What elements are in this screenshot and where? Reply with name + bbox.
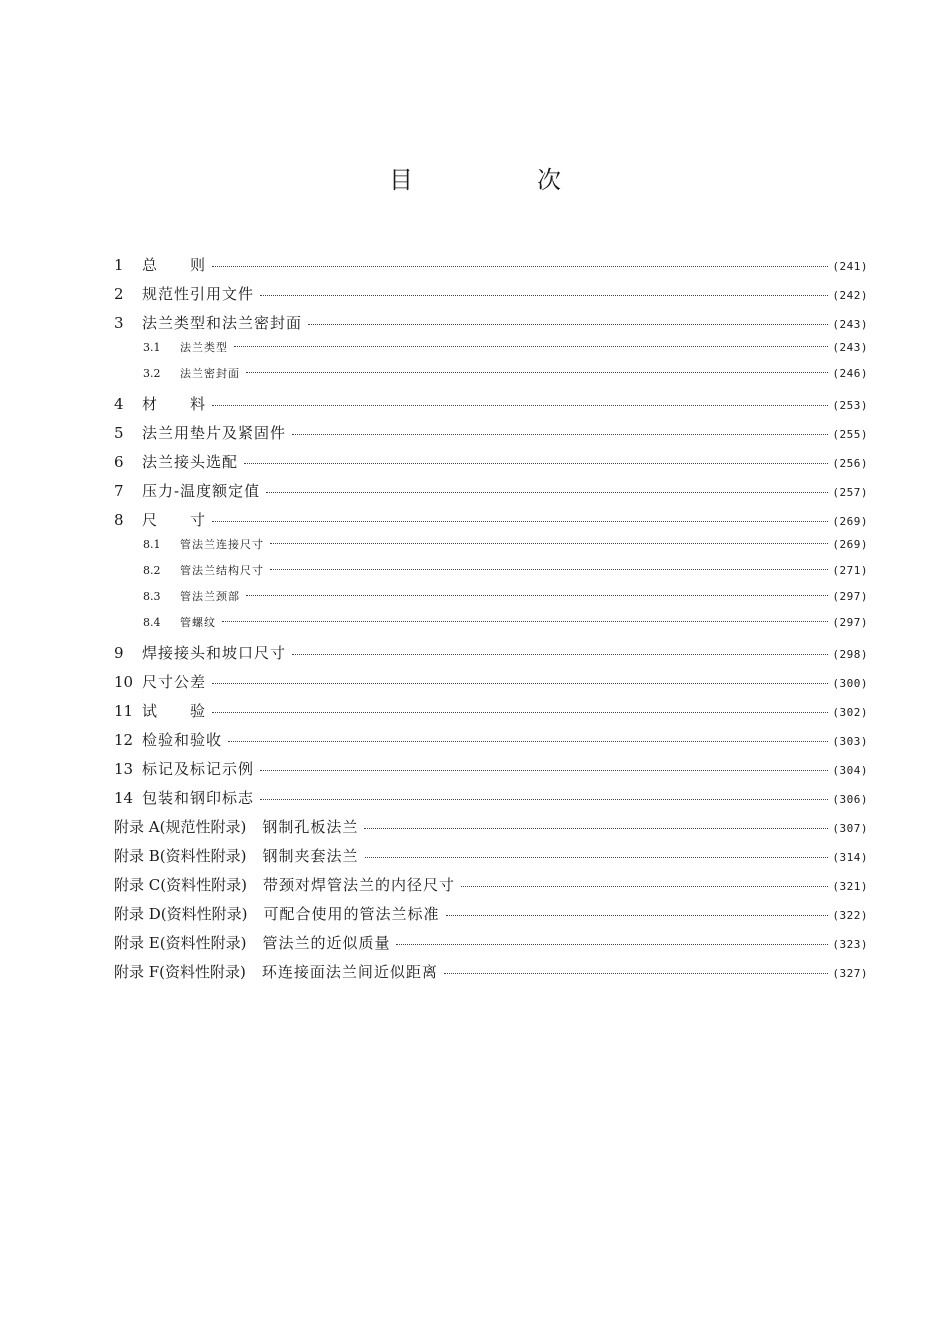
toc-entry-label: 尺 寸 bbox=[142, 511, 207, 529]
toc-entry[interactable] bbox=[114, 642, 868, 663]
toc-entry[interactable] bbox=[114, 845, 868, 866]
toc-entry-number: 附录 A(规范性附录) bbox=[114, 818, 247, 836]
toc-entry-number: 3 bbox=[114, 314, 124, 332]
toc-entry-label: 管法兰颈部 bbox=[180, 590, 240, 603]
toc-entry-label: 包装和钢印标志 bbox=[142, 789, 255, 807]
toc-entry-page: (302) bbox=[832, 706, 868, 719]
dot-leader bbox=[260, 798, 828, 800]
toc-entry-label: 可配合使用的管法兰标准 bbox=[263, 905, 440, 923]
toc-entry-number: 5 bbox=[114, 424, 124, 442]
toc-entry-page: (304) bbox=[832, 764, 868, 777]
toc-entry-page: (269) bbox=[832, 538, 868, 551]
toc-entry-label: 标记及标记示例 bbox=[142, 760, 255, 778]
toc-entry-number: 8.1 bbox=[143, 538, 161, 551]
dot-leader bbox=[212, 265, 828, 267]
dot-leader bbox=[266, 491, 828, 493]
toc-entry-label: 管法兰连接尺寸 bbox=[180, 538, 264, 551]
toc-entry-number: 10 bbox=[114, 673, 134, 691]
toc-entry-label: 钢制夹套法兰 bbox=[262, 847, 359, 865]
dot-leader bbox=[461, 885, 828, 887]
toc-entry-label: 压力-温度额定值 bbox=[142, 482, 261, 500]
toc-entry-label: 管法兰的近似质量 bbox=[262, 934, 391, 952]
toc-entry-page: (256) bbox=[832, 457, 868, 470]
toc-entry-number: 8.2 bbox=[143, 564, 161, 577]
dot-leader bbox=[212, 711, 828, 713]
toc-entry-number: 8.3 bbox=[143, 590, 161, 603]
toc-entry-number: 4 bbox=[114, 395, 124, 413]
toc-entry[interactable] bbox=[114, 365, 868, 381]
toc-entry[interactable] bbox=[114, 339, 868, 355]
dot-leader bbox=[270, 568, 828, 570]
toc-entry-number: 14 bbox=[114, 789, 134, 807]
dot-leader bbox=[292, 653, 828, 655]
toc-entry-number: 11 bbox=[114, 702, 134, 720]
toc-entry[interactable] bbox=[114, 562, 868, 578]
toc-entry-page: (255) bbox=[832, 428, 868, 441]
toc-entry-page: (241) bbox=[832, 260, 868, 273]
toc-entry-number: 3.1 bbox=[143, 341, 161, 354]
dot-leader bbox=[292, 433, 828, 435]
toc-entry-page: (269) bbox=[832, 515, 868, 528]
toc-entry-label: 法兰类型 bbox=[180, 341, 228, 354]
toc-entry[interactable] bbox=[114, 588, 868, 604]
toc-entry-page: (271) bbox=[832, 564, 868, 577]
toc-entry-number: 附录 F(资料性附录) bbox=[114, 963, 246, 981]
toc-entry[interactable] bbox=[114, 614, 868, 630]
toc-entry-label: 焊接接头和坡口尺寸 bbox=[142, 644, 287, 662]
dot-leader bbox=[270, 542, 828, 544]
toc-entry-number: 附录 E(资料性附录) bbox=[114, 934, 247, 952]
dot-leader bbox=[212, 520, 828, 522]
toc-entry-page: (307) bbox=[832, 822, 868, 835]
toc-entry-label: 法兰接头选配 bbox=[142, 453, 239, 471]
toc-entry-label: 尺寸公差 bbox=[142, 673, 207, 691]
toc-entry-page: (298) bbox=[832, 648, 868, 661]
toc-entry[interactable] bbox=[114, 932, 868, 953]
toc-entry-number: 9 bbox=[114, 644, 124, 662]
toc-entry-page: (257) bbox=[832, 486, 868, 499]
toc-entry-number: 8.4 bbox=[143, 616, 161, 629]
toc-entry-number: 6 bbox=[114, 453, 124, 471]
toc-entry-label: 管法兰结构尺寸 bbox=[180, 564, 264, 577]
dot-leader bbox=[244, 462, 828, 464]
toc-entry-number: 附录 B(资料性附录) bbox=[114, 847, 247, 865]
toc-title: 目 次 bbox=[389, 166, 611, 194]
toc-entry[interactable] bbox=[114, 903, 868, 924]
toc-entry-label: 法兰用垫片及紧固件 bbox=[142, 424, 287, 442]
toc-entry-page: (327) bbox=[832, 967, 868, 980]
dot-leader bbox=[308, 323, 828, 325]
dot-leader bbox=[446, 914, 829, 916]
toc-entry-label: 规范性引用文件 bbox=[142, 285, 255, 303]
toc-entry-page: (253) bbox=[832, 399, 868, 412]
toc-entry-label: 钢制孔板法兰 bbox=[262, 818, 359, 836]
toc-entry-number: 12 bbox=[114, 731, 134, 749]
dot-leader bbox=[444, 972, 828, 974]
toc-entry[interactable] bbox=[114, 480, 868, 501]
toc-entry[interactable] bbox=[114, 283, 868, 304]
toc-entry[interactable] bbox=[114, 758, 868, 779]
toc-entry[interactable] bbox=[114, 312, 868, 333]
toc-entry[interactable] bbox=[114, 729, 868, 750]
dot-leader bbox=[246, 371, 828, 373]
dot-leader bbox=[396, 943, 828, 945]
toc-entry-number: 1 bbox=[114, 256, 124, 274]
toc-entry-number: 附录 C(资料性附录) bbox=[114, 876, 247, 894]
toc-entry-number: 附录 D(资料性附录) bbox=[114, 905, 248, 923]
toc-entry-number: 2 bbox=[114, 285, 124, 303]
toc-entry-page: (323) bbox=[832, 938, 868, 951]
toc-entry-page: (314) bbox=[832, 851, 868, 864]
toc-entry[interactable] bbox=[114, 254, 868, 275]
toc-entry-number: 13 bbox=[114, 760, 134, 778]
toc-entry-label: 管螺纹 bbox=[180, 616, 216, 629]
dot-leader bbox=[365, 856, 829, 858]
toc-entry-label: 环连接面法兰间近似距离 bbox=[261, 963, 438, 981]
toc-entry-label: 检验和验收 bbox=[142, 731, 223, 749]
toc-entry-page: (297) bbox=[832, 616, 868, 629]
toc-entry-label: 试 验 bbox=[142, 702, 207, 720]
toc-entry[interactable] bbox=[114, 451, 868, 472]
dot-leader bbox=[260, 294, 828, 296]
dot-leader bbox=[228, 740, 828, 742]
dot-leader bbox=[364, 827, 828, 829]
toc-entry-label: 法兰类型和法兰密封面 bbox=[142, 314, 303, 332]
toc-entry-page: (322) bbox=[832, 909, 868, 922]
toc-entry-label: 总 则 bbox=[142, 256, 207, 274]
dot-leader bbox=[222, 620, 828, 622]
toc-entry[interactable] bbox=[114, 816, 868, 837]
toc-entry-page: (297) bbox=[832, 590, 868, 603]
toc-entry-label: 法兰密封面 bbox=[180, 367, 240, 380]
toc-entry-page: (243) bbox=[832, 341, 868, 354]
toc-entry-page: (306) bbox=[832, 793, 868, 806]
toc-entry-label: 材 料 bbox=[142, 395, 207, 413]
dot-leader bbox=[246, 594, 828, 596]
toc-entry[interactable] bbox=[114, 700, 868, 721]
toc-entry-page: (243) bbox=[832, 318, 868, 331]
toc-entry[interactable] bbox=[114, 961, 868, 982]
toc-entry[interactable] bbox=[114, 536, 868, 552]
toc-entry[interactable] bbox=[114, 393, 868, 414]
toc-entry[interactable] bbox=[114, 422, 868, 443]
dot-leader bbox=[234, 345, 828, 347]
toc-entry-number: 7 bbox=[114, 482, 124, 500]
toc-entry-page: (246) bbox=[832, 367, 868, 380]
toc-entry-page: (303) bbox=[832, 735, 868, 748]
toc-entry-label: 带颈对焊管法兰的内径尺寸 bbox=[262, 876, 455, 894]
dot-leader bbox=[260, 769, 828, 771]
toc-entry[interactable] bbox=[114, 787, 868, 808]
toc-entry-page: (300) bbox=[832, 677, 868, 690]
toc-entry-number: 3.2 bbox=[143, 367, 161, 380]
toc-entry[interactable] bbox=[114, 509, 868, 530]
toc-entry-page: (242) bbox=[832, 289, 868, 302]
toc-entry[interactable] bbox=[114, 874, 868, 895]
toc-entry-page: (321) bbox=[832, 880, 868, 893]
dot-leader bbox=[212, 404, 828, 406]
toc-entry[interactable] bbox=[114, 671, 868, 692]
toc-entry-number: 8 bbox=[114, 511, 124, 529]
dot-leader bbox=[212, 682, 828, 684]
